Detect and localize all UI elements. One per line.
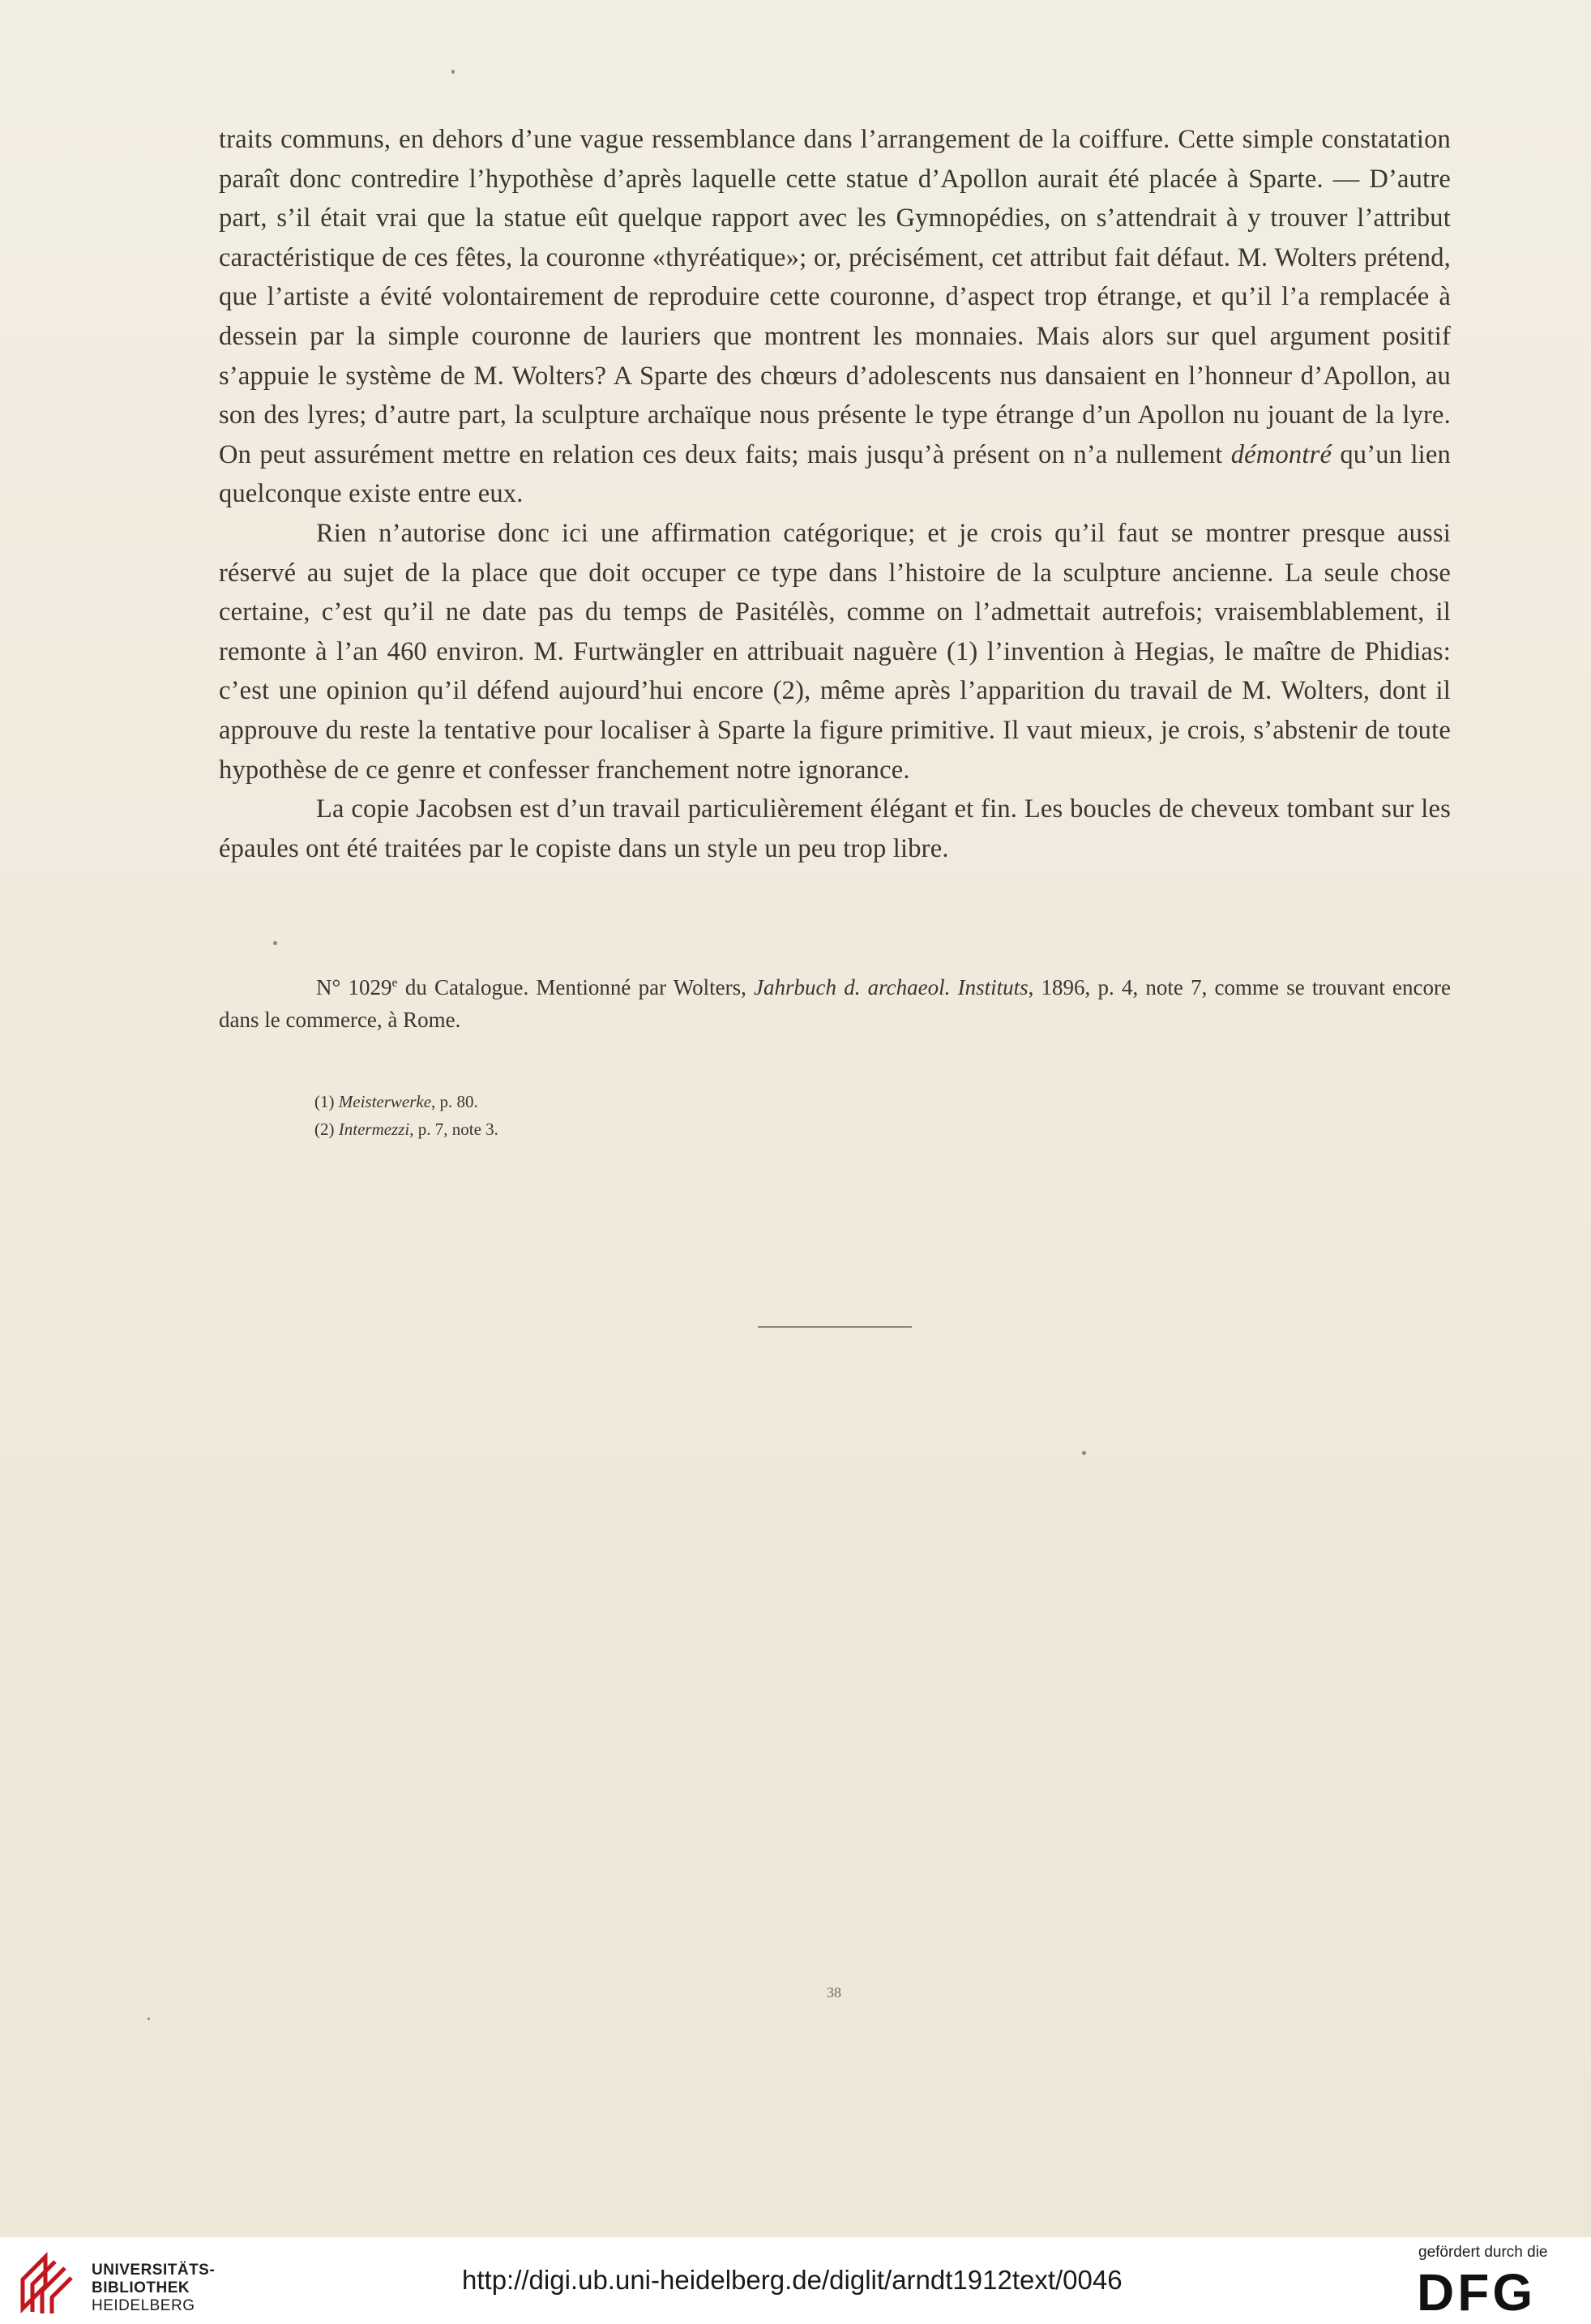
catalogue-text-a: du Catalogue. Mentionné par Wolters, [404, 975, 746, 999]
dfg-logo[interactable]: DFG [1417, 2263, 1537, 2322]
paragraph-3: La copie Jacobsen est d’un travail particulièrement élégant et fin. Les boucles de cheveux tombant sur les épaules ont été traitées par le copiste dans un style un peu trop libre. [219, 794, 1451, 863]
paper-speck [1082, 1451, 1086, 1455]
footnote-rest: , p. 80. [431, 1092, 478, 1111]
paper-speck [451, 70, 455, 74]
main-text [219, 120, 1451, 868]
footnote-rest: , p. 7, note 3. [409, 1119, 498, 1139]
catalogue-paragraph [219, 967, 1451, 1036]
paragraph-1-end: qu’un lien quelconque existe entre eux. [219, 439, 1451, 509]
library-line-1: UNIVERSITÄTS- [92, 2262, 216, 2279]
library-line-3: HEIDELBERG [92, 2297, 195, 2314]
paragraph-1-text: traits communs, en dehors d’une vague ressemblance dans l’arrangement de la coiffure. Cette simple constatation paraît donc contredire l’hypothèse d’après laquelle cette statue d’Apollon aurait été placée à Sparte. — D’autre part, s’il était vrai que la statue eût quelque rapport avec les Gymnopédies, on s’attendrait à y trouver l’attribut caractéristique de ces fêtes, la couronne «thyréatique»; or, précisément, cet attribut fait défaut. M. Wolters prétend, que l’artiste a évité volontairement de reproduire cette couronne, d’aspect trop étrange, et qu’il l’a remplacée à dessein par la simple couronne de lauriers que montrent les monnaies. Mais alors sur quel argument positif s’appuie le système de M. Wolters? A Sparte des chœurs d’adolescents nus dansaient en l’honneur d’Apollon, au son des lyres; d’autre part, la sculpture archaïque nous présente le type étrange d’un Apollon nu jouant de la lyre. On peut assurément mettre en relation ces deux faits; mais jusqu’à présent on n’a nullement [219, 125, 1451, 469]
catalogue-note [219, 967, 1451, 1036]
page-number: 38 [827, 1984, 841, 2001]
footnote-1 [314, 1088, 498, 1115]
footnote-mark: (1) [314, 1092, 335, 1111]
paragraph-1 [219, 120, 1451, 514]
university-library-name [92, 2262, 215, 2315]
catalogue-journal: Jahrbuch d. archaeol. Instituts [754, 975, 1029, 999]
emphasis-demontre: démontré [1230, 439, 1332, 469]
footnote-title: Intermezzi [338, 1119, 410, 1139]
paper-speck [273, 941, 277, 945]
catalogue-text-b: , 1896, p. 4, note 7, comme se trouvant encore dans le commerce, à Rome. [219, 975, 1452, 1032]
footnotes [314, 1088, 498, 1143]
catalogue-number: 1029 [348, 975, 392, 999]
footnote-mark: (2) [314, 1119, 335, 1139]
funding-label: gefördert durch die [1418, 2244, 1548, 2261]
library-line-2: BIBLIOTHEK [92, 2279, 190, 2296]
catalogue-no: N° [316, 975, 341, 999]
catalogue-sup: e [391, 976, 398, 990]
university-library-logo-icon[interactable] [18, 2252, 79, 2313]
footnote-title: Meisterwerke [338, 1092, 432, 1111]
section-divider [758, 1326, 912, 1328]
paragraph-2: Rien n’autorise donc ici une affirmation catégorique; et je crois qu’il faut se montrer presque aussi réservé au sujet de la place que doit occuper ce type dans l’histoire de la sculpture ancienne. La seule chose certaine, c’est qu’il ne date pas du temps de Pasitélès, comme on l’admettait autrefois; vraisemblablement, il remonte à l’an 460 environ. M. Furtwängler en attribuait naguère (1) l’invention à Hegias, le maître de Phidias: c’est une opinion qu’il défend aujourd’hui encore (2), même après l’apparition du travail de M. Wolters, dont il approuve du reste la tentative pour localiser à Sparte la figure primitive. Il vaut mieux, je crois, s’abstenir de toute hypothèse de ce genre et confesser franchement notre ignorance. [219, 518, 1451, 785]
paper-speck [148, 2018, 150, 2020]
footnote-2 [314, 1115, 498, 1143]
permalink-url[interactable]: http://digi.ub.uni-heidelberg.de/diglit/arndt1912text/0046 [462, 2265, 1123, 2295]
